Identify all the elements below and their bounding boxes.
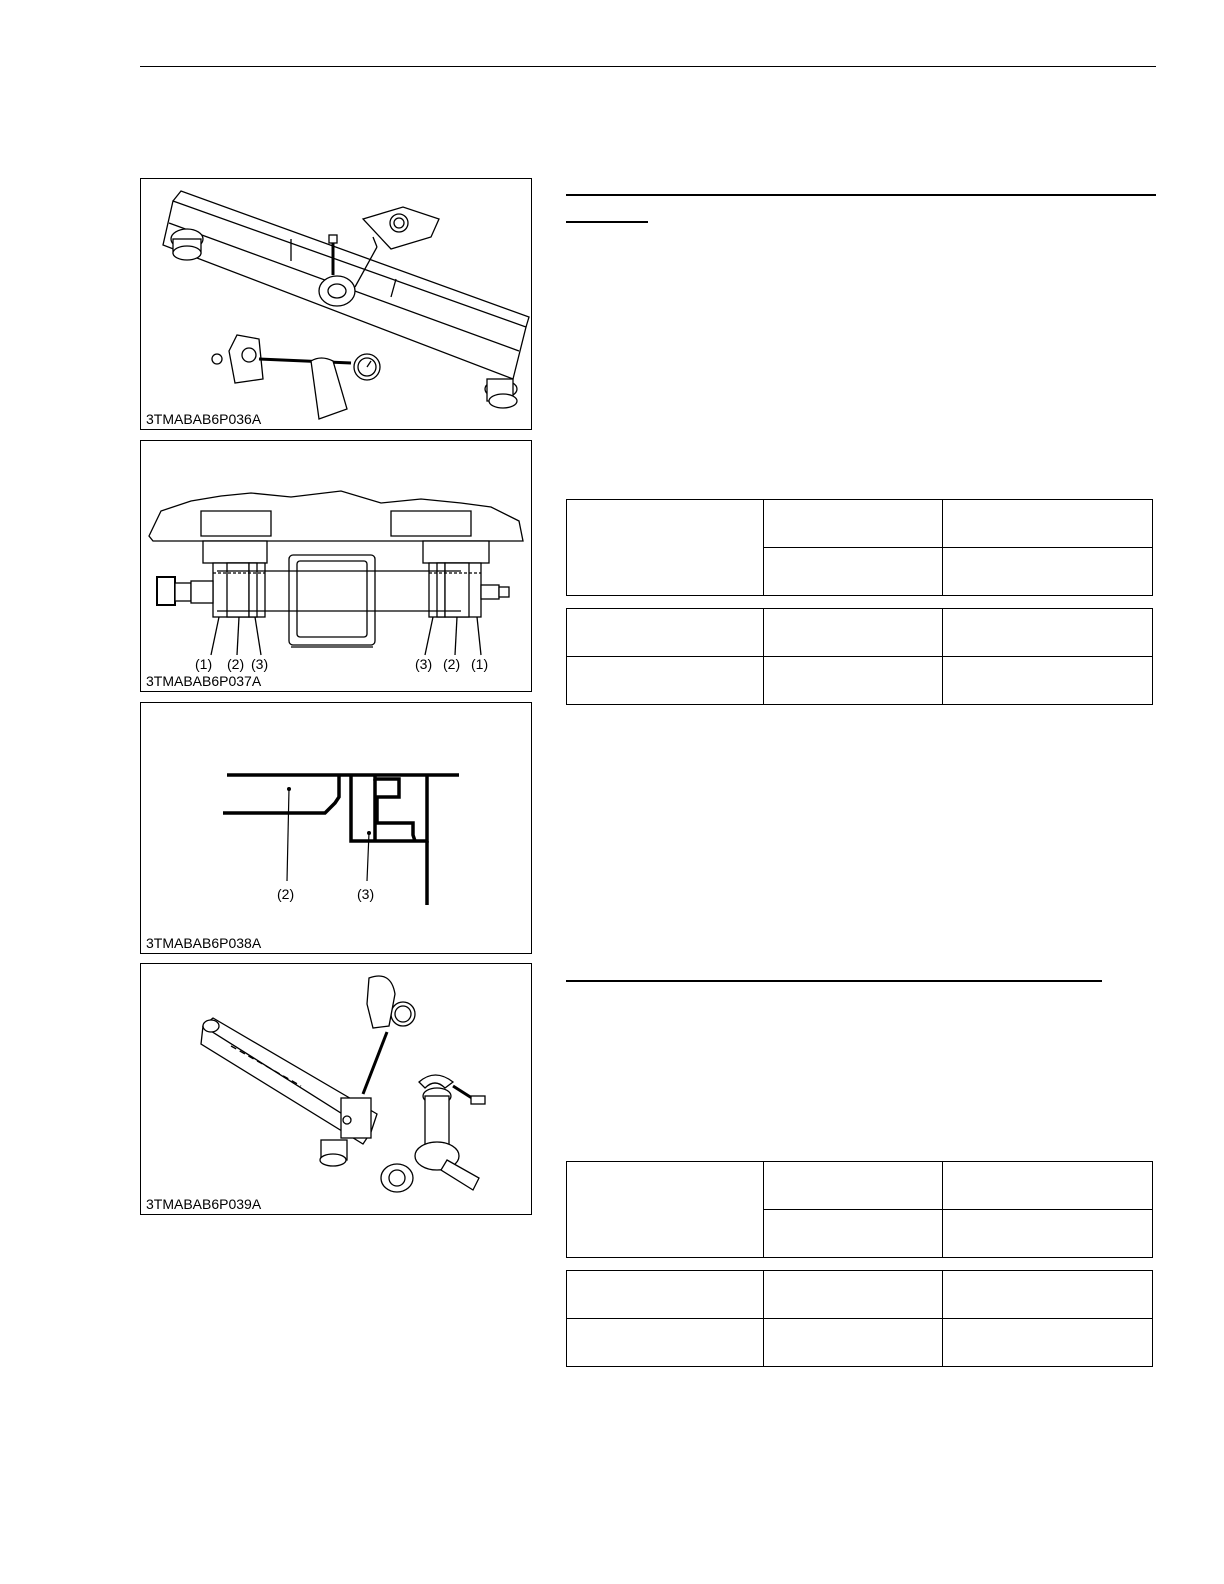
table-cell xyxy=(764,1210,943,1258)
callout-1-right: (1) xyxy=(471,656,489,672)
spec-table-1a xyxy=(566,499,1153,596)
table-row xyxy=(567,657,1153,705)
callout-3-left: (3) xyxy=(251,656,269,672)
section-1-heading-underline xyxy=(566,221,648,223)
table-cell xyxy=(943,548,1153,596)
spec-table-2a xyxy=(566,1161,1153,1258)
table-cell xyxy=(943,609,1153,657)
table-cell xyxy=(567,1162,764,1258)
table-row xyxy=(567,1271,1153,1319)
table-cell xyxy=(943,1162,1153,1210)
figure-code-2: 3TMABAB6P037A xyxy=(146,673,262,689)
table-cell xyxy=(764,609,943,657)
callout-3: (3) xyxy=(357,886,375,902)
table-cell xyxy=(567,1319,764,1367)
section-2-heading-rule xyxy=(566,980,1102,982)
table-row xyxy=(567,609,1153,657)
table-cell xyxy=(764,1162,943,1210)
callout-2-left: (2) xyxy=(227,656,245,672)
figure-code-1: 3TMABAB6P036A xyxy=(146,411,262,427)
table-cell xyxy=(567,609,764,657)
header-rule xyxy=(140,66,1156,67)
figure-code-4: 3TMABAB6P039A xyxy=(146,1196,262,1212)
table-cell xyxy=(764,1271,943,1319)
figure-frame-1 xyxy=(140,178,532,430)
section-1-heading-rule xyxy=(566,194,1156,196)
figure-frame-4 xyxy=(140,963,532,1215)
figure-illustration-4 xyxy=(141,964,531,1214)
table-cell xyxy=(943,1210,1153,1258)
spec-table-1b xyxy=(566,608,1153,705)
figure-code-3: 3TMABAB6P038A xyxy=(146,935,262,951)
table-cell xyxy=(567,1271,764,1319)
figure-illustration-1 xyxy=(141,179,531,429)
table-row xyxy=(567,1162,1153,1210)
figure-illustration-2 xyxy=(141,441,531,691)
callout-2: (2) xyxy=(277,886,295,902)
figure-illustration-3 xyxy=(141,703,531,953)
figure-frame-3 xyxy=(140,702,532,954)
table-cell xyxy=(943,657,1153,705)
table-cell xyxy=(567,657,764,705)
callout-1-left: (1) xyxy=(195,656,213,672)
callout-3-right: (3) xyxy=(415,656,433,672)
spec-table-2b xyxy=(566,1270,1153,1367)
figure-frame-2 xyxy=(140,440,532,692)
table-cell xyxy=(764,548,943,596)
callout-2-right: (2) xyxy=(443,656,461,672)
table-cell xyxy=(764,500,943,548)
table-cell xyxy=(764,1319,943,1367)
table-cell xyxy=(943,500,1153,548)
table-cell xyxy=(764,657,943,705)
table-cell xyxy=(567,500,764,596)
table-cell xyxy=(943,1319,1153,1367)
table-row xyxy=(567,500,1153,548)
table-row xyxy=(567,1319,1153,1367)
table-cell xyxy=(943,1271,1153,1319)
